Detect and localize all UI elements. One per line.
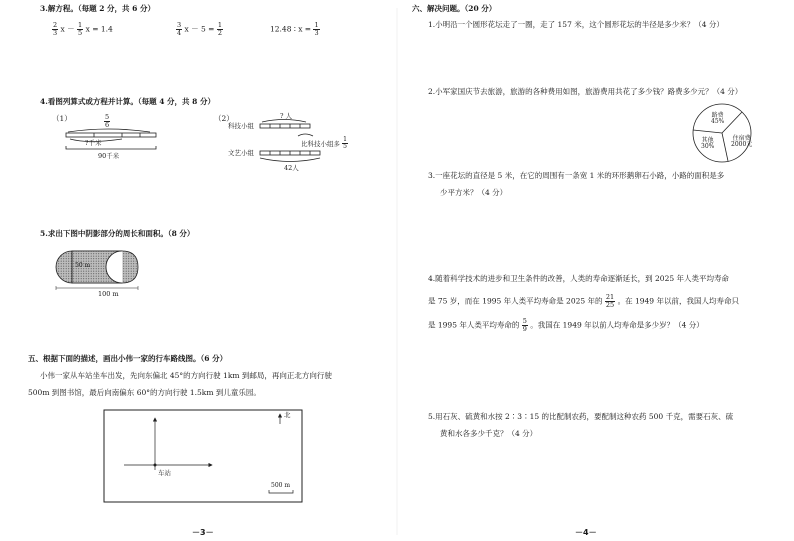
- north-label: 北: [284, 411, 291, 419]
- equation-3: 12.48 ∶ x = $\frac{1}{3}$: [270, 21, 319, 37]
- q4-part2-total: 42人: [284, 164, 299, 172]
- problem-4-line1: 4.随着科学技术的进步和卫生条件的改善，人类的寿命逐渐延长，到 2025 年人类平均寿命: [428, 274, 730, 283]
- q4-title: 4.看图列算式或方程并计算。（每题 4 分，共 8 分）: [40, 97, 215, 106]
- problem-5-line1: 5.用石灰、硫黄和水按 2∶3∶15 的比配制农药，要配制这种农药 500 千克，需要石灰、硫: [428, 412, 734, 421]
- q4-part1-unknown: ?千米: [85, 139, 102, 147]
- problem-1: 1.小明沿一个圆形花坛走了一圈，走了 157 米，这个圆形花坛的半径是多少米？（4 分）: [428, 20, 724, 29]
- science-bar: [260, 124, 310, 128]
- fraction-brace: [68, 129, 150, 132]
- section5-line2: 500m 到图书馆，最后向南偏东 60°的方向行驶 1.5km 到儿童乐园。: [28, 388, 261, 397]
- q4-part1-total: 90千米: [98, 152, 120, 160]
- q5-title: 5.求出下图中阴影部分的周长和面积。（8 分）: [40, 229, 195, 238]
- scale-bar: [269, 490, 293, 493]
- q4-part2-more: 比科技小组多 $\frac{1}{5}$: [301, 136, 347, 151]
- page-number-left: －3－: [192, 528, 214, 537]
- dim-height: 50 m: [75, 262, 91, 269]
- problem-2: 2.小军家国庆节去旅游，旅游的各种费用如图，旅游费用共花了多少钱？路费多少元？（4 分）: [428, 87, 743, 96]
- pie-label-lodging: 住宿费 2000元: [731, 135, 753, 148]
- total-brace: [66, 146, 156, 149]
- total-brace-2: [260, 158, 320, 162]
- q4-part2-unknown: ? 人: [280, 112, 293, 120]
- shaded-figure: [56, 251, 138, 290]
- section5-line1: 小伟一家从车站坐车出发，先向东偏北 45°的方向行驶 1km 到邮局，再向正北方向行驶: [40, 371, 332, 380]
- pie-label-travel: 路费 45%: [711, 112, 725, 125]
- section6-title: 六、解决问题。（20 分）: [412, 4, 497, 13]
- arts-group-label: 文艺小组: [228, 149, 254, 157]
- equation-1: $\frac{2}{3}$ x － $\frac{1}{5}$ x = 1.4: [53, 21, 113, 37]
- equation-2: $\frac{3}{4}$ x － 5 = $\frac{1}{2}$: [177, 21, 223, 37]
- pie-label-other: 其他 30%: [701, 137, 715, 150]
- problem-4-line3: 是 1995 年人类平均寿命的 $\frac{5}{9}$ 。我国在 1949 年以前人均寿命是多少岁？（4 分）: [428, 317, 704, 333]
- q4-part1-fraction: $\frac{5}{6}$: [105, 113, 110, 129]
- scale-label: 500 m: [271, 482, 291, 489]
- science-group-label: 科技小组: [228, 122, 254, 130]
- dim-length: 100 m: [98, 290, 119, 298]
- q4-part1-number: （1）: [52, 114, 72, 123]
- q4-part2-number: （2）: [214, 114, 234, 123]
- problem-4-line2: 是 75 岁，而在 1995 年人类平均寿命是 2025 年的 $\frac{21}{25}$ 。在 1949 年以前，我国人均寿命只: [428, 293, 739, 309]
- left-semicircle-shaded: [56, 251, 72, 283]
- station-label: 车站: [158, 469, 171, 477]
- problem-5-line2: 黄和水各多少千克？（4 分）: [440, 429, 538, 438]
- q3-title: 3.解方程。（每题 2 分，共 6 分）: [40, 4, 155, 13]
- segment-bar: [66, 133, 156, 137]
- problem-3-line1: 3.一座花坛的直径是 5 米，在它的周围有一条宽 1 米的环形鹅卵石小路，小路的面积是多: [428, 171, 725, 180]
- section5-title: 五、根据下面的描述，画出小伟一家的行车路线图。（6 分）: [28, 354, 228, 363]
- more-brace: [298, 134, 313, 136]
- page-number-right: －4－: [575, 528, 597, 537]
- problem-3-line2: 少平方米？（4 分）: [440, 188, 508, 197]
- segment-diagram-1: [66, 129, 156, 149]
